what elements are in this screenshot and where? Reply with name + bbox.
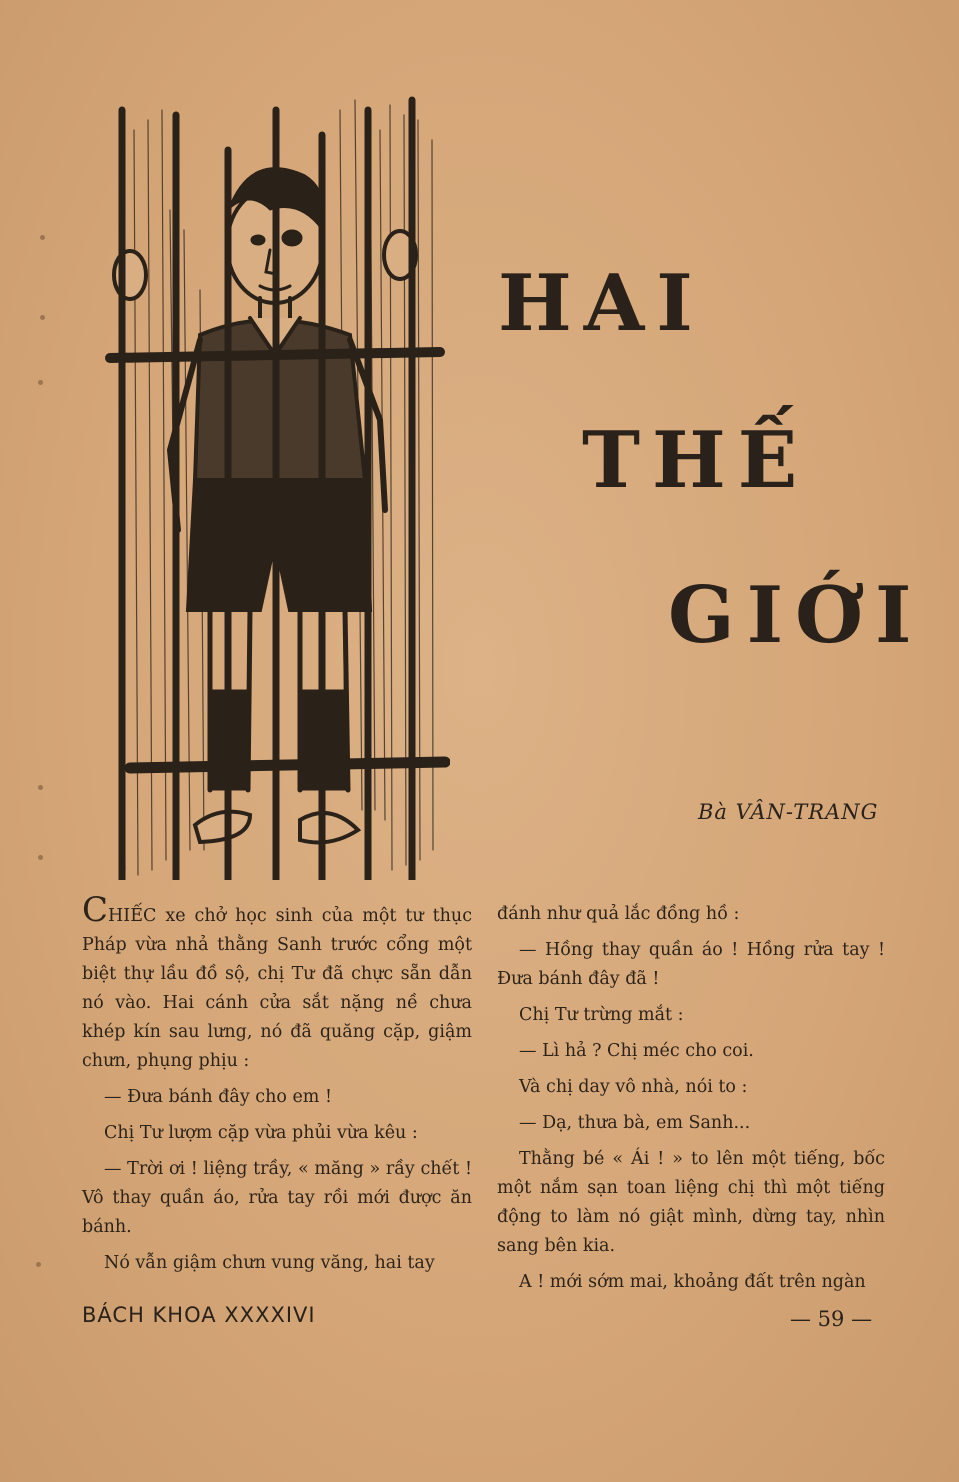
page-number: — 59 —	[790, 1307, 873, 1331]
paragraph: đánh như quả lắc đồng hồ :	[497, 904, 740, 924]
author-byline: Bà VÂN-TRANG	[698, 800, 879, 824]
boy-behind-bars-illustration	[100, 90, 450, 880]
paragraph: Chị Tư trừng mắt :	[519, 1005, 684, 1025]
paragraph: — Đưa bánh đây cho em !	[104, 1087, 332, 1107]
paragraph: A ! mới sớm mai, khoảng đất trên ngàn	[519, 1272, 866, 1292]
paragraph: — Trời ơi ! liệng trầy, « măng » rầy chết ! Vô thay quần áo, rửa tay rồi mới được ăn bánh.	[82, 1159, 472, 1237]
paragraph: Thằng bé « Ái ! » to lên một tiếng, bốc một nắm sạn toan liệng chị thì một tiếng động to làm nó giật mình, dừng tay, nhìn sang bên kia.	[497, 1149, 885, 1256]
paragraph: Và chị day vô nhà, nói to :	[519, 1077, 748, 1097]
binding-hole	[38, 785, 43, 790]
paragraph: Nó vẫn giậm chưn vung văng, hai tay	[104, 1253, 435, 1273]
paragraph: — Lì hả ? Chị méc cho coi.	[519, 1041, 754, 1061]
title-line-3: GIỚI	[668, 570, 924, 661]
binding-hole	[40, 235, 45, 240]
paragraph: — Hồng thay quần áo ! Hồng rửa tay ! Đưa bánh đây đã !	[497, 940, 885, 989]
right-text-column	[497, 900, 885, 1304]
paragraph	[82, 890, 472, 1076]
paragraph-text: HIẾC xe chở học sinh của một tư thục Pháp vừa nhả thằng Sanh trước cổng một biệt thự lầu đồ sộ, chị Tư đã chực sẵn dẫn nó vào. Hai cánh cửa sắt nặng nề chưa khép kín sau lưng, nó đã quăng cặp, giậm chưn, phụng phịu :	[82, 906, 472, 1071]
paragraph: Chị Tư lượm cặp vừa phủi vừa kêu :	[104, 1123, 418, 1143]
title-line-2: THẾ	[582, 415, 810, 506]
binding-hole	[38, 380, 43, 385]
drop-cap: C	[82, 890, 109, 930]
left-text-column	[82, 890, 472, 1285]
binding-hole	[36, 1262, 41, 1267]
binding-hole	[38, 855, 43, 860]
title-line-1: HAI	[498, 258, 705, 349]
binding-hole	[40, 315, 45, 320]
paragraph: — Dạ, thưa bà, em Sanh...	[519, 1113, 751, 1133]
magazine-footer: BÁCH KHOA XXXXIVI	[82, 1303, 316, 1327]
